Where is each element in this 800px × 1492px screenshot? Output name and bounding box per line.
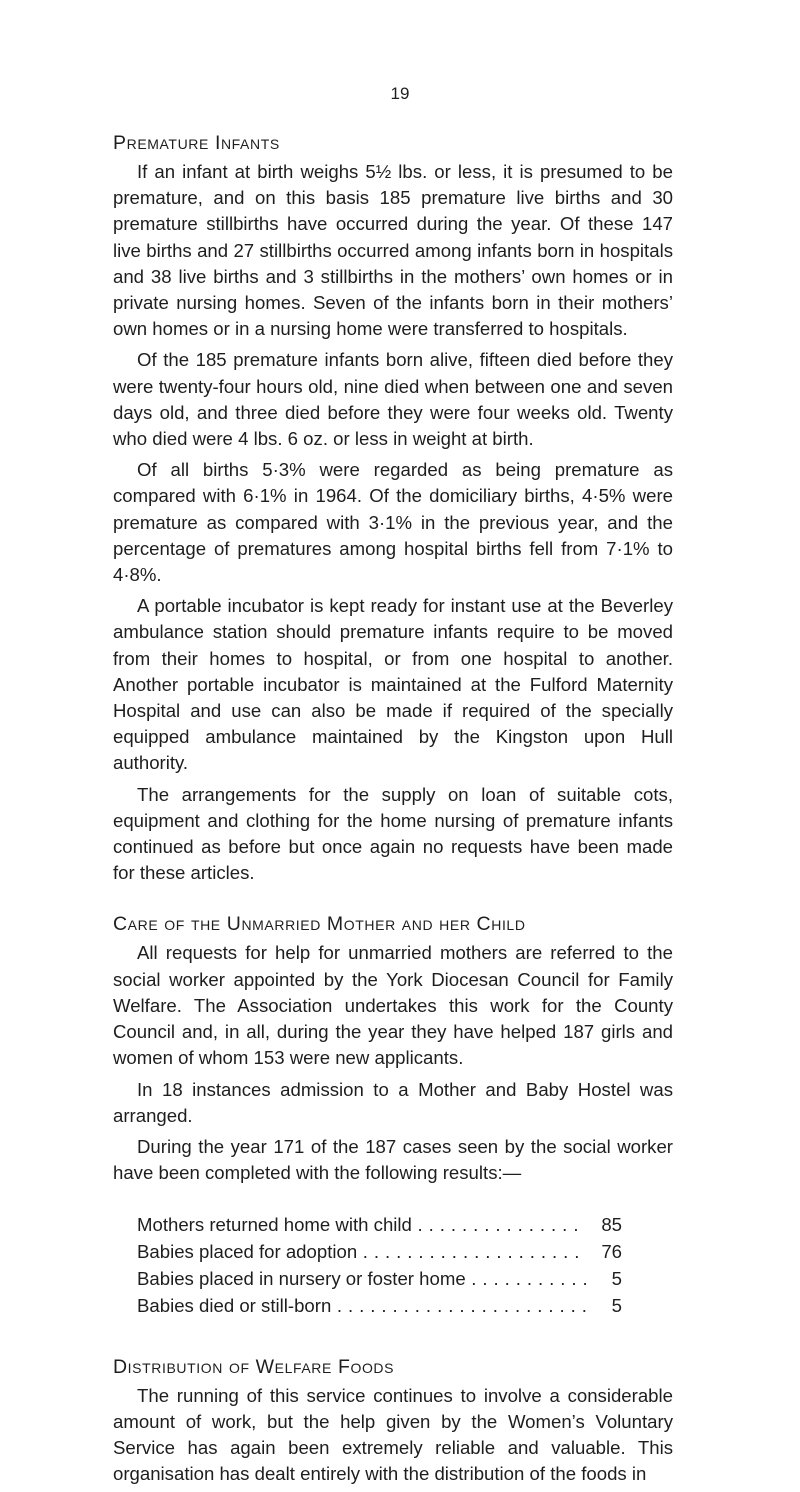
paragraph: The running of this service continues to involve a considerable amount of work, but the help given by the Women’s Voluntary Service has again been extremely reliable and valuable. This organisation has dealt entirely with the distribution of the foods in: [113, 1384, 673, 1485]
results-value: 76: [601, 1241, 622, 1263]
results-label: Babies placed for adoption . . .: [137, 1239, 586, 1266]
results-value: 5: [611, 1294, 622, 1316]
paragraph: If an infant at birth weighs 5½ lbs. or less, it is presumed to be premature, and on this basis 185 premature live births and 30 premature stillbirths have occurred during the year. Of these 147 live births and 27 stillbirths occurred among infants born in hospitals and 38 live births and 3 stillbirths in the mothers’ own homes or in private nursing homes. Seven of the infants born in their mothers’ own homes or in a nursing home were transferred to hospitals.: [113, 161, 673, 340]
paragraph: In 18 instances admission to a Mother and Baby Hostel was arranged.: [113, 1078, 673, 1126]
paragraph: Of all births 5·3% were regarded as being premature as compared with 6·1% in 1964. Of the domiciliary births, 4·5% were premature as compared with 3·1% in the previous year, and the percentage of prematures among hospital births fell from 7·1% to 4·8%.: [113, 459, 673, 586]
paragraph: Of the 185 premature infants born alive, fifteen died before they were twenty-four hours old, nine died when between one and seven days old, and three died before they were four weeks old. Twenty who died were 4 lbs. 6 oz. or less in weight at birth.: [113, 349, 673, 450]
paragraph: All requests for help for unmarried mothers are referred to the social worker appointed by the York Diocesan Council for Family Welfare. The Association undertakes this work for the County Council and, in all, during the year they have helped 187 girls and women of whom 153 were new applicants.: [113, 942, 673, 1069]
paragraph: A portable incubator is kept ready for instant use at the Beverley ambulance station should premature infants require to be moved from their homes to hospital, or from one hospital to another. Another portable incubator is maintained at the Fulford Maternity Hospital and use can also be made if required of the specially equipped ambulance maintained by the Kingston upon Hull authority.: [113, 595, 673, 774]
results-label: Mothers returned home with child . . .: [137, 1212, 586, 1239]
results-list: [137, 1212, 622, 1319]
page-body: [113, 130, 673, 1492]
section-premature-infants: [113, 130, 673, 886]
section-unmarried-mother: [113, 911, 673, 1319]
results-label: Babies died or still-born . . .: [137, 1293, 586, 1320]
page-number: 19: [390, 84, 410, 103]
results-row: [137, 1239, 622, 1266]
results-row: [137, 1293, 622, 1320]
section-heading: Premature Infants: [113, 132, 280, 154]
section-welfare-foods: [113, 1354, 673, 1488]
results-label: Babies placed in nursery or foster home . . .: [137, 1266, 586, 1293]
section-heading: Distribution of Welfare Foods: [113, 1355, 395, 1378]
results-value: 85: [601, 1214, 622, 1236]
results-value: 5: [611, 1267, 622, 1289]
results-row: [137, 1266, 622, 1293]
section-heading: Care of the Unmarried Mother and her Child: [113, 913, 526, 936]
paragraph: During the year 171 of the 187 cases seen by the social worker have been completed with the following results:—: [113, 1135, 673, 1184]
results-row: [137, 1212, 622, 1239]
paragraph: The arrangements for the supply on loan of suitable cots, equipment and clothing for the home nursing of premature infants continued as before but once again no requests have been made for these articles.: [113, 783, 673, 884]
